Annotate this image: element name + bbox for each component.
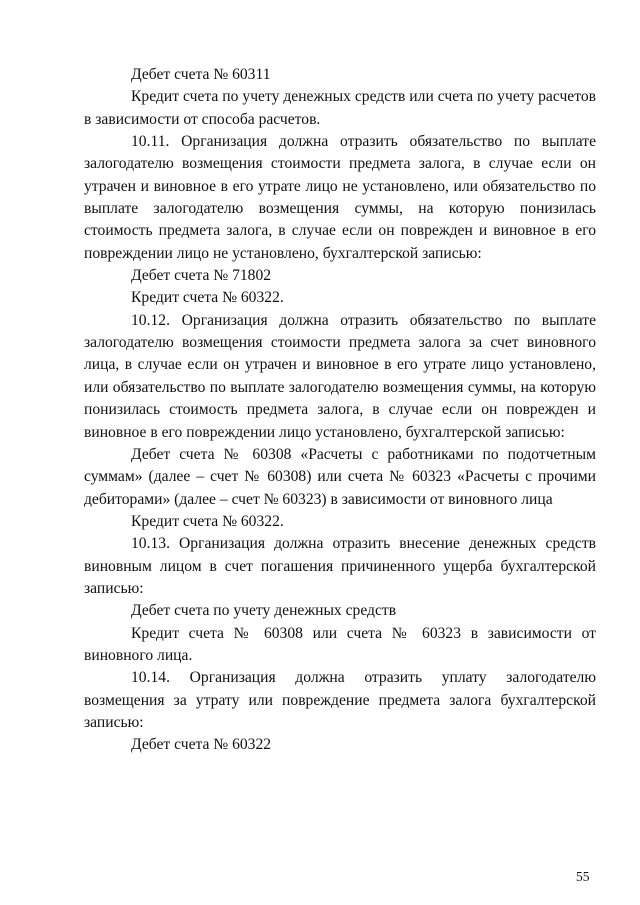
page-number: 55 (576, 869, 590, 884)
entry-debit-60322: Дебет счета № 60322 (131, 736, 272, 754)
entry-credit-60322-second: Кредит счета № 60322. (131, 512, 284, 530)
clause-10-12: 10.12. Организация должна отразить обязательство по выплате залогодателю возмещения стоимости предмета залога за счет виновного лица, в случае если он утрачен и виновное в его утрате лицо установлено, или обязательство по выплате залогодателю возмещения суммы, на которую понизилась стоимость предмета залога, в случае если он поврежден и виновное в его повреждении лицо установлено, бухгалтерской записью: (84, 311, 596, 441)
entry-debit-60308-or-60323: Дебет счета № 60308 «Расчеты с работниками по подотчетным суммам» (далее – счет № 60308) или счета № 60323 «Расчеты с прочими дебиторами» (далее – счет № 60323) в зависимости от виновного лица (84, 445, 596, 508)
entry-credit-60308-or-60323: Кредит счета № 60308 или счета № 60323 в зависимости от виновного лица. (84, 624, 596, 664)
entry-credit-60322-first: Кредит счета № 60322. (131, 289, 284, 307)
entry-debit-cash: Дебет счета по учету денежных средств (131, 602, 397, 620)
clause-10-11: 10.11. Организация должна отразить обязательство по выплате залогодателю возмещения стоимости предмета залога, в случае если он утрачен и виновное в его утрате лицо не установлено, или обязательство по выплате залогодателю возмещения суммы, на которую понизилась стоимость предмета залога, в случае если он поврежден и виновное в его повреждении лицо не установлено, бухгалтерской записью: (84, 133, 596, 262)
entry-debit-71802: Дебет счета № 71802 (131, 267, 272, 285)
clause-10-14: 10.14. Организация должна отразить уплату залогодателю возмещения за утрату или повреждение предмета залога бухгалтерской записью: (84, 669, 596, 731)
entry-debit-60311: Дебет счета № 60311 (131, 66, 271, 83)
entry-credit-cash-or-settlement: Кредит счета по учету денежных средств или счета по учету расчетов в зависимости от способа расчетов. (84, 88, 596, 128)
clause-10-13: 10.13. Организация должна отразить внесение денежных средств виновным лицом в счет погашения причиненного ущерба бухгалтерской записью: (84, 535, 596, 597)
document-body (84, 64, 596, 757)
